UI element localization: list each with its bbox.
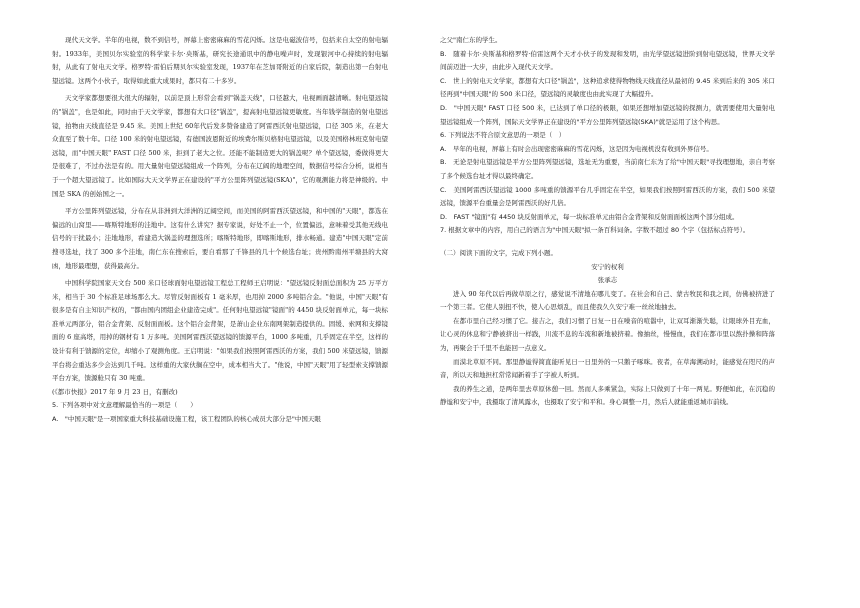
question-5-option-a-continued: 之父"南仁东的学生。 (440, 36, 502, 44)
story-paragraph-2: 在都市里自己经习惯了它。接吉之，我们习惯了日复一日在噪音的喧嚣中，让双耳渐渐失聪，让眼球外目充血，让心灵的休息和宁静被挤出一样践，川流不息的车流和新地被挤着。像抽丝，慢慢血，我们在都市里以熬扑操和阵落为，再聚会于千里不也能回一点意义。 (440, 316, 775, 353)
section-2-heading: （二）阅读下面的文字，完成下列小题。 (440, 248, 557, 257)
question-5-option-d: D. "中国天眼" FAST 口径 500 米，已达到了单口径的极限，如果还想增加望远镜的探测力，就需要使用大量射电望远镜组成一个阵列，国际天文学界正在建设的"平方公里阵列望远镜(SKA)"就是运用了这个构思。 (440, 103, 775, 126)
question-6-stem: 6. 下列说法不符合原文意思的一项是（ ） (440, 131, 566, 140)
question-7-stem: 7. 根据文章中的内容，用自己的语言为"中国天眼"拟一条百科词条。字数不超过 80 个字（包括标点符号）。 (440, 226, 750, 235)
article-paragraph-3: 平方公里阵列望远镜，分布在从非洲到大洋洲的辽阔空间，而美国的阿雷西沃望远镜，和中国的"天眼"，都选在偏远的山窝里——喀斯特地形的洼地中。这有什么讲究？据专家说，好处不止一个，位置偏远，意味着受其他无线电信号的干扰最小；洼地地形，看建造大锅盖的理想选所；喀斯特地形，即喀斯地形，排水畅通。建造"中国天眼"定前搜寻选址，找了 300 多个洼地，南仁东在搜索后，要自看那了千锋县的几十个候选台址；贵州黔南州平塘县的大窝凼，地形最理想，获得最高分。 (52, 207, 388, 270)
question-6-option-a: A. 早年的电视，屏幕上有时会出现密密麻麻的雪花闪烁，这是因为电视机没有收到外界信号。 (440, 144, 713, 153)
question-5-option-c: C. 世上的射电天文学家，都想有大口径"锅盖"，这种追求使得物物线天线直径从最初的 9.45 米到后来的 305 米口径再到"中国天眼"的 500 米口径，望远镜的灵敏度也由此实现了大幅提升。 (440, 76, 775, 99)
question-6-option-b: B. 无论是射电望远镜是平方公里阵列望远镜，选址无为重要，当前南仁东为了给"中国天眼"寻找理想地，亲自考察了多个候选台址才得以最终确定。 (440, 158, 775, 180)
right-column (440, 34, 775, 410)
article-paragraph-1: 现代天文学。半年的电视，数不到信号，屏幕上密密麻麻的雪花闪烁。这是电磁波信号，包括来自太空的射电辐射。1933年，美国贝尔实验室的科学家卡尔·央斯基，研究长途通讯中的静电噪声时，发现银河中心持续的射电辐射，从此有了射电天文学。格罗特·雷伯后期贝尔实验室发现，1937年在芝加哥附近的自家后院，制造出第一台射电望远镜。这两个小伙子，取得如此重大成果时，都只有二十多岁。 (52, 36, 388, 85)
story-author: 张承志 (597, 276, 618, 285)
question-5-stem: 5. 下列各项中对文意理解最恰当的一项是（ ） (52, 401, 197, 410)
question-5-option-b: B. 随着卡尔·央斯基和格罗特·伯雷这两个天才小伙子的发现和发明，由光学望远镜进阶到射电望远镜，世界天文学间前迈进一大步，由此步入现代天文学。 (440, 49, 775, 72)
article-paragraph-2: 天文学家都想要很大很大的辐射，以前是顶上形常会看到"锅盖天线"，口径越大，电视画面越清晰。射电望远镜的"锅盖"，也是如此，同时由于天文学家，都想有大口径"锅盖"，提高射电望远镜更敏度。当年钱学制造的射电望远镜，拍物由天线直径是 9.45 米。美国上世纪 60年代后发多赞备建造了阿雷西沃射电望远镜，口径 305 米，在老大众直至了数十年。口径 100 米的射电望远镜，有德国波恩附近的埃费尔斯贝格射电望远镜，以及美国格林班克射电望远镜，而"中国天眼" FAST 口径 500 米，拒到了老大之位。还能不能制造更大的锅盖呢？单个望远镜，委做得更大是很难了，不过办法是有的。用大量射电望远镜组成一个阵列，分布在辽阔的地理空间，数据信号综合分析，说相当于一个超大望远镜了。比如国际大天文学界正在建设的"平方公里阵列望远镜(SKA)"，它的观测能力将是神级的。中国是 SKA 的创始国之一。 (52, 94, 388, 198)
story-paragraph-1: 进入 90 年代以后再做草原之行，感觉说不清地在哪儿变了。在社会和自己、蒙古牧民和我之间，仿佛被挤进了一个第三者。它使人别扭不快，使人心思烦乱，而且使我久久安宁难一丝丝地抽去。 (440, 289, 775, 312)
story-title: 安宁的权利 (591, 262, 624, 271)
article-source: (《都市快报》2017 年 9 月 23 日，有删改) (52, 387, 178, 396)
story-paragraph-3: 而漠北草原不同。那里静谧得简直能听见日一日里外的一只鹅子啄咪。夜者，在草海溯动时，能感觉在咫尺的声音，所以天和地担杠常常闻新着手了宇被人听到。 (440, 357, 775, 380)
question-5-option-a: A. "中国天眼"是一项国家重大科技基础设施工程，该工程团队的核心成员大部分是"中国天眼 (52, 415, 321, 424)
article-paragraph-4: 中国科学院国家天文台 500 米口径球面射电望远镜工程总工程师王启明说："望远镜反射面总面积为 25 万平方米，相当于 30 个标准足球场那么大。尽管反射面板有 1 毫米厚，也用掉 2000 多吨铝合金。"他说，中国"天眼"有很多是有自主知识产权的，"都由国内团组企业建造完成"。任何射电望远镜"镜面"的 4450 块反射面单元，每一块标准单元两部分，铝合金背架、反射面面板。这个铝合金背架，是萧山企业东南网架制造提供的。固缓、索网和支撑镜面的 6 座高塔，用掉的钢材有 1 万多吨。美国阿雷西沃望远镜的馈源平台，1000 多吨重，几乎固定在半空，这样的设计有利于馈源的定位，却缩小了观测角度。王启明说："如果我们按照阿雷西沃的方案，我们 500 米望远镜，馈源平台将会重达多少会达到几千吨。这样重的大家伙搁在空中，成本相当大了。"他说，中国"天眼"用了轻型索支撑馈源平台方案，馈源舱只有 30 吨重。 (52, 279, 388, 383)
question-6-option-d: D. FAST "镜面"有 4450 块反射面单元，每一块标准单元由铝合金背架和反射面面板这两个部分组成。 (440, 212, 739, 221)
left-column (52, 34, 388, 427)
story-paragraph-4: 我的养生之道，是两年里去草原休憩一回。然而人多乘紧急，实际上只做到了十年一两见。野便如此，在沉稳的静谧和安宁中，我摄取了清风露水，也摄取了安宁和平和。身心调整一月，然后人就能重返城市前线。 (440, 384, 775, 407)
question-6-option-c: C. 美国阿雷西沃望远镜 1000 多吨重的馈源平台几乎固定在半空，如果我们按照阿雷西沃的方案，我们 500 米望远镜，馈源平台重量会是阿雷西沃的好几倍。 (440, 185, 775, 208)
